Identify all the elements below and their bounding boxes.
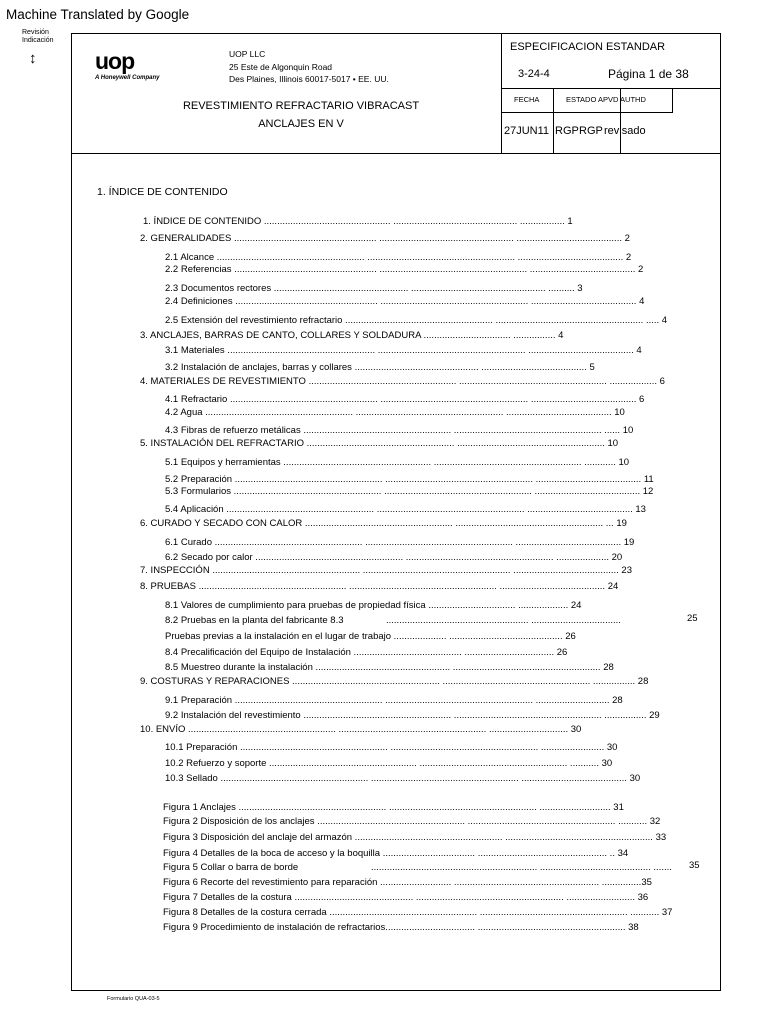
figure-entry: Figura 6 Recorte del revestimiento para reparación ........................... ....................................................... ...............35 [163,877,652,888]
toc-entry: 3. ANCLAJES, BARRAS DE CANTO, COLLARES Y SOLDADURA ................................. ................ 4 [140,330,564,341]
toc-entry: 5. INSTALACIÓN DEL REFRACTARIO ........................................................ ........................................................ 10 [140,438,619,449]
toc-entry: 4.2 Agua ........................................................ ........................................................ ........................................ 10 [165,407,625,418]
toc-entry: 2.1 Alcance ........................................................ ........................................................ ........................................ 2 [165,252,632,263]
figure-entry: Figura 9 Procedimiento de instalación de refractarios.................................. ........................................................ 38 [163,922,639,933]
toc-entry: Pruebas previas a la instalación en el lugar de trabajo .................... ........................................... 26 [165,631,576,642]
indication-line: Indicación [22,37,54,44]
toc-entry: 5.2 Preparación ........................................................ ........................................................ ........................................ 11 [165,474,654,485]
address-line: UOP LLC [229,49,266,59]
figure-leader: ............................................................... .......................................... ....... [371,862,672,873]
figure-entry: Figura 1 Anclajes ........................................................ ........................................................ ........................... 31 [163,802,624,813]
toc-entry: 5.1 Equipos y herramientas ........................................................ ........................................................ ............ 10 [165,457,630,468]
spec-label: ESPECIFICACION ESTANDAR [510,41,666,53]
toc-entry: 8. PRUEBAS ........................................................ ........................................................ ........................................ 24 [140,581,619,592]
toc-entry: 8.4 Precalificación del Equipo de Instalación ......................................... .................................. 26 [165,647,568,658]
form-footer: Formulario QUA-03-5 [107,996,160,1002]
toc-page-number: 25 [687,613,698,624]
document-title: REVESTIMIENTO REFRACTARIO VIBRACAST [182,100,420,112]
toc-entry: 2.3 Documentos rectores ................................................... ................................................... .......... 3 [165,283,583,294]
approved-value: RGP [579,125,603,137]
toc-entry: 7. INSPECCIÓN ........................................................ ........................................................ ........................................ 23 [140,565,632,576]
toc-entry: 10.2 Refuerzo y soporte ........................................................ ........................................................ ........... 30 [165,758,613,769]
toc-entry: 10.3 Sellado ........................................................ ........................................................ ........................................ 30 [165,773,641,784]
toc-entry: 10. ENVÍO ........................................................ ........................................................ .............................. 30 [140,724,582,735]
estado-value: RGP [555,125,579,137]
header-col-divider [501,33,502,154]
toc-entry: 4.1 Refractario ........................................................ ........................................................ ........................................ 6 [165,394,645,405]
toc-entry: 6. CURADO Y SECADO CON CALOR ........................................................ ........................................................ ... 19 [140,518,627,529]
estado-row-divider [501,112,673,113]
figure-entry: Figura 8 Detalles de la costura cerrada ........................................................ ........................................................ ........... 37 [163,907,673,918]
page-indicator: Página 1 de 38 [608,67,689,81]
toc-entry: 8.5 Muestreo durante la instalación ................................................... ........................................................ 28 [165,662,614,673]
date-value: 27JUN11 [504,125,550,137]
header-divider [71,153,721,154]
toc-entry: 2. GENERALIDADES ...................................................... ................................................... ........................................ 2 [140,233,630,244]
toc-entry: 9. COSTURAS Y REPARACIONES ........................................................ ........................................................ ................ 28 [140,676,649,687]
toc-entry: 5.4 Aplicación ........................................................ ........................................................ ........................................ 13 [165,504,646,515]
figure-entry: Figura 3 Disposición del anclaje del armazón ........................................................ ........................................................ 33 [163,832,667,843]
translation-banner: Machine Translated by Google [6,7,190,22]
toc-entry: 4.3 Fibras de refuerzo metálicas ........................................................ ........................................................ ...... 10 [165,425,634,436]
document-number: 3-24-4 [518,68,550,80]
toc-entry: 9.2 Instalación del revestimiento ........................................................ ........................................................ ................ 29 [165,710,660,721]
fecha-col-divider [553,88,554,154]
toc-entry: 8.2 Pruebas en la planta del fabricante 8.3 [165,615,344,626]
toc-entry: 10.1 Preparación ........................................................ ........................................................ ........................ 30 [165,742,618,753]
figure-entry: Figura 7 Detalles de la costura ............................................. ........................................................ .......................... 36 [163,892,649,903]
estado-header: ESTADO APVD AUTHD [566,95,646,104]
toc-entry: 2.5 Extensión del revestimiento refractario ........................................................ ........................................................ ..... 4 [165,315,668,326]
estado-end-divider [672,88,673,113]
toc-leader: ...................................................... .................................. [386,615,621,626]
figure-entry: Figura 5 Collar o barra de borde [163,862,299,873]
toc-entry: 8.1 Valores de cumplimiento para pruebas de propiedad física ................................. ................... 24 [165,600,582,611]
address-line: 25 Este de Algonquin Road [229,62,333,72]
toc-entry: 3.2 Instalación de anclajes, barras y collares ............................................... ........................................ 5 [165,362,595,373]
toc-entry: 9.1 Preparación ........................................................ ........................................................ ............................ 28 [165,695,623,706]
fecha-header: FECHA [514,95,540,104]
figure-entry: Figura 4 Detalles de la boca de acceso y la boquilla ................................... ................................................. .. 34 [163,848,629,859]
revision-indicator-label [22,29,54,45]
header-row-divider [501,88,721,89]
figure-entry: Figura 2 Disposición de los anclajes ........................................................ ........................................................ ........... 32 [163,816,661,827]
authorized-value: revisado [604,125,646,137]
toc-heading: 1. ÍNDICE DE CONTENIDO [97,186,228,198]
honeywell-tagline: A Honeywell Company [95,75,160,81]
updown-arrow-icon: ↕ [29,50,37,67]
revision-line: Revisión [22,29,49,36]
document-subtitle: ANCLAJES EN V [258,118,344,130]
figure-page-number: 35 [689,860,700,871]
toc-entry: 4. MATERIALES DE REVESTIMIENTO ........................................................ ........................................................ .................. 6 [140,376,665,387]
uop-logo: uop [95,48,135,74]
toc-entry: 2.4 Definiciones ...................................................... ........................................................ ........................................ 4 [165,296,645,307]
toc-entry: 1. ÍNDICE DE CONTENIDO ................................................ ............................................... ................. 1 [143,216,573,227]
toc-entry: 6.1 Curado ........................................................ ........................................................ ........................................ 19 [165,537,635,548]
toc-entry: 3.1 Materiales ........................................................ ........................................................ ........................................ 4 [165,345,642,356]
toc-entry: 5.3 Formularios ........................................................ ........................................................ ........................................ 12 [165,486,654,497]
address-line: Des Plaines, Illinois 60017-5017 • EE. UU. [229,74,389,84]
toc-entry: 6.2 Secado por calor ........................................................ ........................................................ .................... 20 [165,552,623,563]
toc-entry: 2.2 Referencias ...................................................... ........................................................ ........................................ 2 [165,264,644,275]
